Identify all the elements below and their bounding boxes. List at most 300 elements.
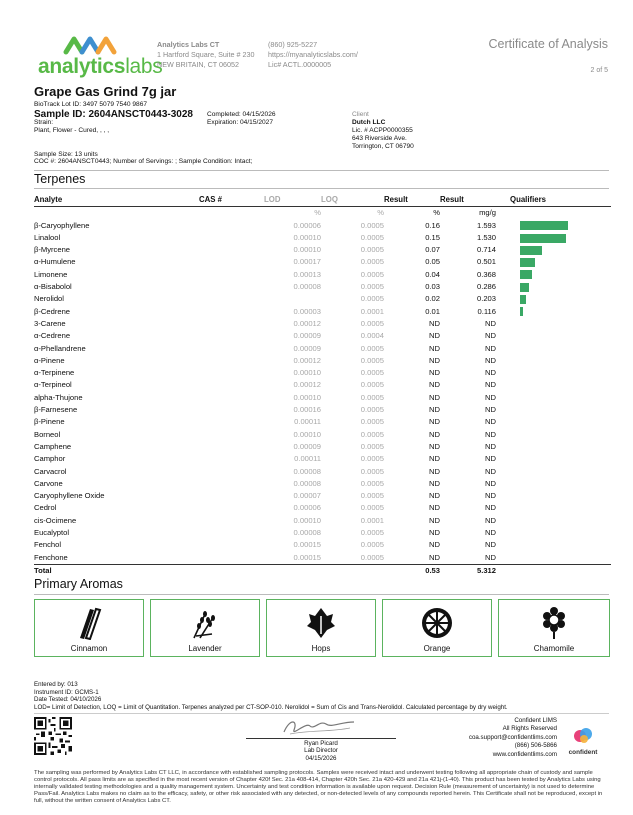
result-pct-cell: ND (429, 552, 440, 562)
cas-cell (199, 515, 264, 527)
qualifier-cell (496, 552, 611, 565)
header-qualifiers: Qualifiers (496, 194, 611, 207)
disclaimer: The sampling was performed by Analytics Labs CT LLC, in accordance with established sampling protocols. Samples were received intact and underwent testing following all appropriate chain of custody and sample control protocols. All pass limits are as specified in the most recent version of Chapter 420f Sec. 21a 408-414, Chapter 420h Sec. 21a 420-429 and 21a 421j-(1-40). This product has been tested by Analytics Labs using internally validated testing methodologies and a quality management system. Uncertainty and test condition information is available upon request. Decision Rule (measurement of uncertainty) is not used to determine Pass/Fail. Analytics Labs makes no claim as to the efficacy, safety, or other risk associated with any detected, or non-detected levels of any compounds reported herein. This Certificate shall not be reproduced, except in full, without the written consent of Analytics Labs CT. (34, 770, 603, 804)
qualifier-cell (496, 453, 611, 465)
result-pct-cell: ND (429, 515, 440, 525)
client-name: Dutch LLC (352, 119, 386, 126)
loq-cell: 0.0005 (360, 441, 384, 451)
analyte-cell: β-Farnesene (34, 405, 78, 415)
lod-cell: 0.00008 (293, 466, 321, 476)
loq-cell: 0.0005 (360, 503, 384, 513)
lod-cell: 0.00015 (293, 540, 321, 550)
loq-cell: 0.0005 (360, 318, 384, 328)
qualifier-cell (496, 404, 611, 416)
aroma-label: Hops (311, 644, 331, 653)
result-mg-cell: ND (485, 454, 496, 464)
loq-cell: 0.0004 (360, 331, 384, 341)
lod-cell: 0.00006 (293, 503, 321, 513)
loq-cell: 0.0005 (360, 343, 384, 353)
result-bar (520, 221, 568, 230)
qualifier-cell (496, 355, 611, 367)
result-mg-cell: ND (485, 540, 496, 550)
result-bar (520, 270, 532, 279)
qualifier-cell (496, 293, 611, 305)
table-row (34, 441, 611, 453)
result-pct-cell: 0.01 (425, 306, 440, 316)
table-row (34, 429, 611, 441)
table-row (34, 515, 611, 527)
table-row (34, 392, 611, 404)
qualifier-cell (496, 330, 611, 342)
table-row (34, 453, 611, 465)
lod-cell: 0.00015 (293, 552, 321, 562)
analyte-cell: Caryophyllene Oxide (34, 491, 105, 501)
lab-city: NEW BRITAIN, CT 06052 (157, 60, 240, 70)
result-pct-cell: ND (429, 429, 440, 439)
result-bar (520, 234, 566, 243)
loq-cell: 0.0005 (360, 282, 384, 292)
analyte-cell: β-Cedrene (34, 306, 71, 316)
result-mg-cell: ND (485, 552, 496, 562)
lims-url[interactable]: www.confidentlims.com (492, 750, 557, 758)
result-mg-cell: ND (485, 380, 496, 390)
lod-cell: 0.00013 (293, 269, 321, 279)
divider (34, 188, 609, 189)
lavender-icon (188, 606, 222, 640)
result-pct-cell: ND (429, 343, 440, 353)
analyte-cell: α-Terpinene (34, 368, 75, 378)
result-pct-cell: ND (429, 466, 440, 476)
qualifier-cell (496, 441, 611, 453)
aroma-label: Chamomile (533, 644, 575, 653)
chamomile-icon (541, 606, 567, 640)
loq-cell: 0.0005 (360, 220, 384, 230)
cas-cell (199, 244, 264, 256)
result-pct-cell: 0.02 (425, 294, 440, 304)
client-license: Lic. # ACPP0000355 (352, 127, 413, 134)
qualifier-cell (496, 466, 611, 478)
header-loq: LOQ (321, 194, 384, 207)
header-lod: LOD (264, 194, 321, 207)
result-pct-cell: ND (429, 528, 440, 538)
qualifier-cell (496, 269, 611, 281)
lod-cell: 0.00006 (293, 220, 321, 230)
lod-cell: 0.00003 (293, 306, 321, 316)
qualifier-cell (496, 220, 611, 232)
client-address: 643 Riverside Ave. (352, 135, 407, 142)
sample-size: Sample Size: 13 units (34, 151, 98, 158)
qualifier-cell (496, 527, 611, 539)
table-row (34, 256, 611, 268)
result-pct-cell: ND (429, 392, 440, 402)
result-mg-cell: ND (485, 343, 496, 353)
loq-cell: 0.0005 (360, 552, 384, 562)
analyte-cell: Linalool (34, 232, 61, 242)
result-mg-cell: ND (485, 331, 496, 341)
qualifier-cell (496, 539, 611, 551)
unit-result-mg: mg/g (479, 208, 496, 218)
lod-cell: 0.00012 (293, 355, 321, 365)
result-bar (520, 258, 535, 267)
loq-cell: 0.0005 (360, 417, 384, 427)
total-pct: 0.53 (384, 564, 440, 577)
result-mg-cell: ND (485, 368, 496, 378)
analyte-cell: Nerolidol (34, 294, 64, 304)
terpenes-title: Terpenes (34, 172, 86, 186)
result-mg-cell: ND (485, 528, 496, 538)
analyte-cell: α-Phellandrene (34, 343, 86, 353)
unit-lod: % (314, 208, 321, 218)
aroma-card-hops (266, 599, 376, 657)
aroma-card-cinnamon (34, 599, 144, 657)
lab-address: 1 Hartford Square, Suite # 230 (157, 50, 255, 60)
qualifier-cell (496, 379, 611, 391)
result-pct-cell: ND (429, 503, 440, 513)
result-mg-cell: ND (485, 417, 496, 427)
result-mg-cell: ND (485, 478, 496, 488)
analyte-cell: Fenchone (34, 552, 68, 562)
analyte-cell: β-Caryophyllene (34, 220, 90, 230)
loq-cell: 0.0005 (360, 540, 384, 550)
loq-cell: 0.0005 (360, 257, 384, 267)
cas-cell (199, 256, 264, 268)
result-pct-cell: 0.15 (425, 232, 440, 242)
divider (34, 713, 609, 714)
confident-logo-mark (572, 726, 594, 744)
expiration-date: Expiration: 04/15/2027 (207, 119, 273, 126)
analyte-cell: α-Cedrene (34, 331, 71, 341)
result-mg-cell: ND (485, 466, 496, 476)
hops-icon (305, 606, 337, 640)
result-pct-cell: 0.04 (425, 269, 440, 279)
result-pct-cell: 0.03 (425, 282, 440, 292)
result-mg-cell: ND (485, 392, 496, 402)
lod-note: LOD= Limit of Detection, LOQ = Limit of Quantitation. Terpenes analyzed per CT-SOP-010. Nerolidol = Sum of Cis and Trans-Nerolidol. Calculated percentage by dry weight. (34, 703, 508, 711)
table-row (34, 269, 611, 281)
date-tested: Date Tested: 04/10/2026 (34, 696, 102, 704)
header-result-mg: Result (440, 194, 496, 207)
lab-url[interactable]: https://myanalyticslabs.com/ (268, 50, 358, 60)
cas-cell (199, 453, 264, 465)
aroma-card-chamomile (498, 599, 610, 657)
qualifier-cell (496, 281, 611, 293)
lod-cell: 0.00017 (293, 257, 321, 267)
result-bar (520, 246, 542, 255)
lod-cell: 0.00009 (293, 343, 321, 353)
analyte-cell: α-Terpineol (34, 380, 72, 390)
result-pct-cell: ND (429, 331, 440, 341)
table-row (34, 502, 611, 514)
loq-cell: 0.0005 (360, 380, 384, 390)
result-mg-cell: 0.501 (476, 257, 496, 267)
result-mg-cell: ND (485, 441, 496, 451)
total-row (34, 564, 611, 577)
biotrack-lot: BioTrack Lot ID: 3497 5079 7540 9867 (34, 101, 148, 108)
lims-rights: All Rights Reserved (502, 725, 557, 733)
table-row (34, 232, 611, 244)
signature (280, 716, 360, 738)
result-pct-cell: ND (429, 441, 440, 451)
analyte-cell: Camphor (34, 454, 66, 464)
confident-logo-text: confident (568, 749, 598, 756)
qualifier-cell (496, 256, 611, 268)
aroma-card-lavender (150, 599, 260, 657)
cas-cell (199, 379, 264, 391)
analyte-cell: Carvacrol (34, 466, 67, 476)
table-row (34, 552, 611, 565)
client-label: Client (352, 111, 369, 118)
signature-line (246, 738, 396, 739)
lod-cell: 0.00009 (293, 331, 321, 341)
loq-cell: 0.0005 (360, 245, 384, 255)
signer-date: 04/15/2026 (305, 754, 337, 762)
table-row (34, 220, 611, 232)
unit-result-pct: % (433, 208, 440, 218)
product-name: Grape Gas Grind 7g jar (34, 84, 177, 99)
table-row (34, 478, 611, 490)
lims-email[interactable]: coa.support@confidentlims.com (468, 733, 557, 741)
lod-cell: 0.00011 (294, 417, 321, 427)
units-row (34, 207, 611, 220)
cas-cell (199, 293, 264, 305)
loq-cell: 0.0005 (360, 232, 384, 242)
client-city: Torrington, CT 06790 (352, 143, 414, 150)
cas-cell (199, 232, 264, 244)
cas-cell (199, 429, 264, 441)
lims-info (469, 717, 557, 759)
table-row (34, 404, 611, 416)
orange-icon (420, 606, 454, 640)
table-row (34, 330, 611, 342)
cas-cell (199, 502, 264, 514)
aroma-label: Orange (423, 644, 451, 653)
qualifier-cell (496, 490, 611, 502)
result-mg-cell: ND (485, 515, 496, 525)
result-mg-cell: 0.203 (476, 294, 496, 304)
category: Plant, Flower - Cured, , , , (34, 127, 110, 134)
analyte-cell: α-Pinene (34, 355, 65, 365)
lod-cell: 0.00016 (293, 405, 321, 415)
result-pct-cell: 0.05 (425, 257, 440, 267)
result-pct-cell: ND (429, 318, 440, 328)
qualifier-cell (496, 416, 611, 428)
analyte-cell: 3-Carene (34, 318, 66, 328)
qualifier-cell (496, 429, 611, 441)
aroma-label: Cinnamon (70, 644, 108, 653)
table-row (34, 244, 611, 256)
cas-cell (199, 392, 264, 404)
cas-cell (199, 330, 264, 342)
lod-cell: 0.00008 (293, 282, 321, 292)
analyte-cell: Camphene (34, 441, 72, 451)
logo-mark (62, 34, 122, 56)
qualifier-cell (496, 515, 611, 527)
result-pct-cell: ND (429, 417, 440, 427)
cas-cell (199, 404, 264, 416)
lod-cell: 0.00010 (293, 515, 321, 525)
table-row (34, 318, 611, 330)
analyte-cell: β-Pinene (34, 417, 65, 427)
cas-cell (199, 552, 264, 565)
loq-cell: 0.0005 (360, 466, 384, 476)
cas-cell (199, 416, 264, 428)
cinnamon-icon (74, 606, 104, 640)
lod-cell: 0.00012 (293, 380, 321, 390)
analyte-cell: Limonene (34, 269, 68, 279)
lod-cell (264, 293, 321, 305)
analyte-cell: cis-Ocimene (34, 515, 77, 525)
result-mg-cell: ND (485, 429, 496, 439)
qualifier-cell (496, 232, 611, 244)
cas-cell (199, 343, 264, 355)
coc-info: COC #: 2604ANSCT0443; Number of Servings: ; Sample Condition: Intact; (34, 158, 253, 165)
table-row (34, 367, 611, 379)
result-pct-cell: ND (429, 491, 440, 501)
lims-name: Confident LIMS (514, 717, 557, 724)
instrument-id: Instrument ID: GCMS-1 (34, 688, 99, 696)
result-bar (520, 307, 523, 316)
signer-name: Ryan Picard (304, 740, 338, 747)
total-label: Total (34, 564, 199, 577)
total-mg: 5.312 (440, 564, 496, 577)
table-row (34, 466, 611, 478)
result-mg-cell: 1.593 (476, 220, 496, 230)
qr-code[interactable] (34, 717, 72, 755)
table-row (34, 539, 611, 551)
lod-cell: 0.00008 (293, 528, 321, 538)
entered-by: Entered by: 013 (34, 681, 78, 688)
analyte-cell: Eucalyptol (34, 528, 70, 538)
loq-cell: 0.0005 (360, 429, 384, 439)
terpenes-table (34, 194, 611, 577)
signer-title: Lab Director (304, 747, 338, 755)
table-row (34, 281, 611, 293)
loq-cell: 0.0005 (360, 454, 384, 464)
divider (34, 594, 609, 595)
result-mg-cell: ND (485, 491, 496, 501)
logo-text: analyticslabs (38, 55, 163, 78)
qualifier-cell (496, 392, 611, 404)
table-row (34, 355, 611, 367)
analyte-cell: Borneol (34, 429, 61, 439)
sample-id: Sample ID: 2604ANSCT0443-3028 (34, 109, 193, 120)
result-pct-cell: 0.16 (425, 220, 440, 230)
cas-cell (199, 367, 264, 379)
loq-cell: 0.0001 (360, 515, 384, 525)
qualifier-cell (496, 367, 611, 379)
lod-cell: 0.00010 (293, 245, 321, 255)
cas-cell (199, 441, 264, 453)
header-result-pct: Result (384, 194, 440, 207)
lab-license: Lic# ACTL.0000005 (268, 60, 332, 70)
analyte-cell: Fenchol (34, 540, 62, 550)
aroma-label: Lavender (188, 644, 222, 653)
lod-cell: 0.00010 (293, 429, 321, 439)
cas-cell (199, 318, 264, 330)
result-mg-cell: 0.116 (477, 306, 496, 316)
result-bar (520, 283, 529, 292)
result-mg-cell: 0.714 (476, 245, 496, 255)
result-mg-cell: 0.368 (476, 269, 496, 279)
lod-cell: 0.00009 (293, 441, 321, 451)
table-row (34, 490, 611, 502)
analyte-cell: alpha-Thujone (34, 392, 83, 402)
page-number: 2 of 5 (590, 67, 608, 74)
lod-cell: 0.00010 (293, 392, 321, 402)
analyte-cell: α-Humulene (34, 257, 76, 267)
result-mg-cell: 0.286 (476, 282, 496, 292)
loq-cell: 0.0005 (360, 528, 384, 538)
loq-cell: 0.0005 (360, 294, 384, 304)
confident-logo (563, 726, 603, 756)
result-mg-cell: ND (485, 503, 496, 513)
qualifier-cell (496, 343, 611, 355)
cas-cell (199, 220, 264, 232)
loq-cell: 0.0005 (360, 392, 384, 402)
qualifier-cell (496, 318, 611, 330)
result-pct-cell: ND (429, 405, 440, 415)
analyte-cell: Carvone (34, 478, 63, 488)
table-row (34, 293, 611, 305)
header-cas: CAS # (199, 194, 264, 207)
analyte-cell: α-Bisabolol (34, 282, 72, 292)
lod-cell: 0.00010 (293, 232, 321, 242)
table-row (34, 306, 611, 318)
result-mg-cell: 1.530 (476, 232, 496, 242)
cas-cell (199, 355, 264, 367)
table-row (34, 527, 611, 539)
lod-cell: 0.00012 (293, 318, 321, 328)
loq-cell: 0.0001 (360, 306, 384, 316)
lod-cell: 0.00010 (293, 368, 321, 378)
result-pct-cell: ND (429, 454, 440, 464)
unit-loq: % (377, 208, 384, 218)
table-row (34, 343, 611, 355)
lab-contact (268, 40, 358, 71)
loq-cell: 0.0005 (360, 405, 384, 415)
aromas-title: Primary Aromas (34, 577, 123, 591)
analyte-cell: β-Myrcene (34, 245, 71, 255)
cas-cell (199, 281, 264, 293)
qualifier-cell (496, 478, 611, 490)
qualifier-cell (496, 306, 611, 318)
result-mg-cell: ND (485, 355, 496, 365)
result-bar (520, 295, 526, 304)
cas-cell (199, 306, 264, 318)
loq-cell: 0.0005 (360, 478, 384, 488)
cas-cell (199, 527, 264, 539)
aroma-card-orange (382, 599, 492, 657)
result-pct-cell: ND (429, 478, 440, 488)
lims-phone: (866) 506-5866 (514, 742, 557, 750)
result-pct-cell: ND (429, 355, 440, 365)
qualifier-cell (496, 502, 611, 514)
loq-cell: 0.0005 (360, 269, 384, 279)
analyte-cell: Cedrol (34, 503, 57, 513)
signer-block (246, 740, 396, 762)
loq-cell: 0.0005 (360, 368, 384, 378)
lab-info (157, 40, 255, 71)
result-pct-cell: ND (429, 368, 440, 378)
result-pct-cell: ND (429, 540, 440, 550)
lab-name: Analytics Labs CT (157, 40, 220, 49)
lod-cell: 0.00008 (293, 478, 321, 488)
cas-cell (199, 269, 264, 281)
table-header-row (34, 194, 611, 207)
strain: Strain: (34, 119, 54, 126)
lod-cell: 0.00007 (293, 491, 321, 501)
divider (34, 170, 609, 171)
